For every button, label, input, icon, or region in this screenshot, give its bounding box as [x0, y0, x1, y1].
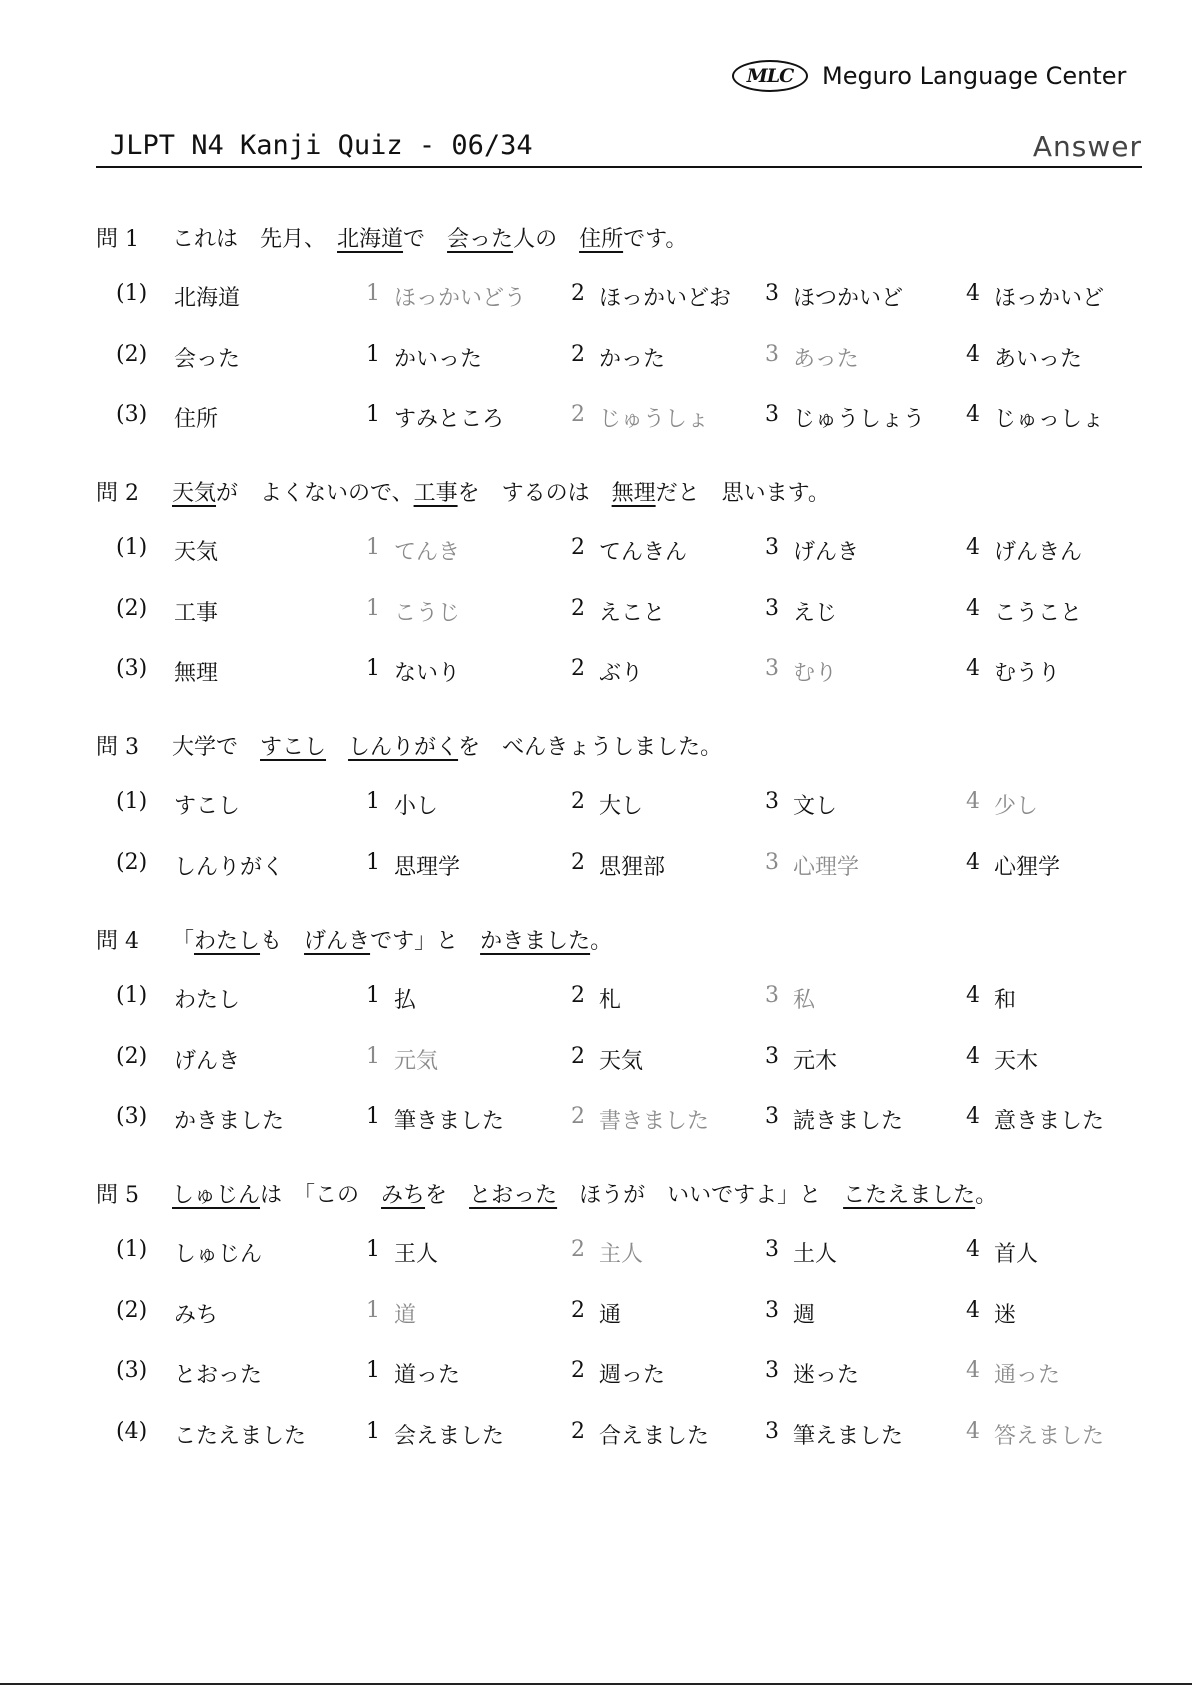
- answer-row: [0, 850, 1192, 882]
- question-sentence: [172, 222, 687, 253]
- underlined-word: かきました: [480, 929, 591, 954]
- option-number: 1: [366, 1358, 380, 1383]
- option: 心狸学: [994, 854, 1061, 880]
- option-number: 1: [366, 1297, 380, 1323]
- option-number: 2: [571, 983, 585, 1008]
- option-number: 3: [765, 281, 779, 306]
- answer-row: [0, 983, 1192, 1015]
- sub-question-prompt: げんき: [174, 1048, 241, 1074]
- option-number: 2: [571, 656, 585, 681]
- sub-question-prompt: こたえました: [174, 1423, 307, 1449]
- correct-option: 書きました: [599, 1109, 710, 1134]
- underlined-word: すこし: [260, 735, 327, 760]
- option-number: 2: [571, 849, 585, 875]
- sub-question-prompt: とおった: [174, 1363, 263, 1388]
- option-number: 3: [765, 535, 779, 560]
- option: 合えました: [599, 1423, 710, 1449]
- correct-option: あった: [793, 346, 859, 372]
- correct-option: 心理学: [793, 854, 860, 880]
- sentence-text: で: [403, 227, 448, 252]
- question-sentence: [172, 924, 612, 955]
- question-sentence: [172, 476, 830, 507]
- option-number: 1: [366, 1418, 380, 1444]
- option: 土人: [793, 1242, 838, 1267]
- option-number: 4: [966, 1418, 980, 1444]
- sub-question-prompt: しんりがく: [174, 854, 285, 880]
- option: 道った: [394, 1363, 461, 1388]
- sentence-text: を べんきょうしました。: [458, 735, 723, 760]
- option: 文し: [793, 794, 838, 819]
- answer-row: [0, 596, 1192, 628]
- option-number: 4: [966, 1237, 980, 1262]
- option: 和: [994, 988, 1017, 1013]
- option: かいった: [394, 346, 483, 372]
- question-sentence: [172, 730, 722, 761]
- option-number: 1: [366, 849, 380, 875]
- option: 読きました: [793, 1109, 904, 1134]
- sub-question-number: (3): [116, 1358, 148, 1383]
- sentence-text: だと 思います。: [655, 481, 830, 506]
- sentence-text: を: [425, 1183, 470, 1208]
- option-number: 4: [966, 983, 980, 1008]
- option-number: 3: [765, 1104, 779, 1129]
- sentence-text: 大学で: [172, 735, 261, 760]
- sentence-text: は 「この: [260, 1183, 382, 1208]
- sub-question-number: (2): [116, 1043, 148, 1069]
- option: ほっかいどお: [599, 286, 732, 311]
- option: ほつかいど: [793, 286, 904, 311]
- option-number: 2: [571, 402, 585, 427]
- option-number: 3: [765, 849, 779, 875]
- option: ほっかいど: [994, 286, 1105, 311]
- sub-question-prompt: しゅじん: [174, 1242, 263, 1267]
- option: 小し: [394, 794, 439, 819]
- underlined-word: こたえました: [843, 1183, 976, 1208]
- option-number: 1: [366, 656, 380, 681]
- option-number: 3: [765, 1043, 779, 1069]
- option: 週った: [599, 1363, 666, 1388]
- answer-row: [0, 1298, 1192, 1330]
- title-bar: [96, 128, 1142, 168]
- correct-option: 少し: [994, 794, 1039, 819]
- sub-question-prompt: わたし: [174, 988, 241, 1013]
- option-number: 2: [571, 1297, 585, 1323]
- option-number: 1: [366, 983, 380, 1008]
- answer-row: [0, 656, 1192, 688]
- answer-label: Answer: [1032, 130, 1142, 163]
- option-number: 1: [366, 595, 380, 621]
- option: 払: [394, 988, 417, 1013]
- option-number: 4: [966, 595, 980, 621]
- option: 迷: [994, 1302, 1017, 1328]
- sub-question-prompt: 工事: [174, 600, 219, 626]
- option-number: 1: [366, 1043, 380, 1069]
- sub-question-number: (1): [116, 281, 148, 306]
- answer-row: [0, 535, 1192, 567]
- option-number: 2: [571, 1358, 585, 1383]
- option: 意きました: [994, 1109, 1105, 1134]
- option: げんきん: [994, 540, 1083, 565]
- underlined-word: 天気: [172, 481, 217, 506]
- option: じゅうしょう: [793, 407, 926, 432]
- underlined-word: 無理: [611, 481, 656, 506]
- option-number: 2: [571, 535, 585, 560]
- sentence-text: 。: [590, 929, 613, 954]
- option-number: 4: [966, 849, 980, 875]
- question-number: 問 1: [96, 227, 139, 252]
- answer-row: [0, 342, 1192, 374]
- option-number: 3: [765, 1358, 779, 1383]
- sentence-text: 。: [975, 1183, 998, 1208]
- answer-row: [0, 1104, 1192, 1136]
- underlined-word: 北海道: [337, 227, 404, 252]
- logo: [732, 60, 1126, 92]
- sentence-text: [326, 735, 348, 760]
- option: えこと: [599, 600, 666, 626]
- sub-question-number: (3): [116, 1104, 148, 1129]
- sub-question-prompt: 会った: [174, 346, 241, 372]
- option-number: 4: [966, 1297, 980, 1323]
- option: えじ: [793, 600, 838, 626]
- sentence-text: も: [260, 929, 305, 954]
- option-number: 3: [765, 595, 779, 621]
- option: 迷った: [793, 1363, 860, 1388]
- question-number: 問 5: [96, 1183, 139, 1208]
- sentence-text: を するのは: [457, 481, 612, 506]
- sentence-text: 人の: [513, 227, 580, 252]
- sentence-text: です」と: [370, 929, 481, 954]
- option: あいった: [994, 346, 1083, 372]
- answer-row: [0, 789, 1192, 821]
- underlined-word: 工事: [413, 481, 458, 506]
- underlined-word: 住所: [579, 227, 624, 252]
- sub-question-number: (1): [116, 1237, 148, 1262]
- sentence-text: ほうが いいですよ」と: [557, 1183, 844, 1208]
- correct-option: 通った: [994, 1363, 1061, 1388]
- sub-question-number: (1): [116, 983, 148, 1008]
- correct-option: てんき: [394, 540, 461, 565]
- option-number: 3: [765, 1237, 779, 1262]
- sub-question-number: (1): [116, 789, 148, 814]
- option-number: 4: [966, 789, 980, 814]
- mlc-logo-mark: MLC: [732, 60, 808, 92]
- correct-option: じゅうしょ: [599, 407, 710, 432]
- option: 通: [599, 1302, 622, 1328]
- option-number: 4: [966, 1358, 980, 1383]
- logo-text: Meguro Language Center: [822, 62, 1127, 90]
- sub-question-prompt: みち: [174, 1302, 219, 1328]
- option: 天気: [599, 1048, 644, 1074]
- answer-row: [0, 1237, 1192, 1269]
- option-number: 2: [571, 1043, 585, 1069]
- option-number: 1: [366, 281, 380, 306]
- option-number: 3: [765, 983, 779, 1008]
- option-number: 2: [571, 789, 585, 814]
- answer-row: [0, 1358, 1192, 1390]
- sub-question-number: (2): [116, 595, 148, 621]
- sub-question-prompt: すこし: [174, 794, 241, 819]
- option-number: 2: [571, 595, 585, 621]
- option-number: 1: [366, 1104, 380, 1129]
- option: ぶり: [599, 661, 644, 686]
- option-number: 4: [966, 402, 980, 427]
- page-title: JLPT N4 Kanji Quiz - 06/34: [110, 130, 533, 161]
- question-number: 問 3: [96, 735, 139, 760]
- sub-question-prompt: 北海道: [174, 286, 241, 311]
- option: かった: [599, 346, 666, 372]
- option: 天木: [994, 1048, 1039, 1074]
- underlined-word: げんき: [304, 929, 371, 954]
- option-number: 1: [366, 1237, 380, 1262]
- option: 首人: [994, 1242, 1039, 1267]
- sub-question-number: (3): [116, 656, 148, 681]
- option-number: 2: [571, 1418, 585, 1444]
- option-number: 3: [765, 1297, 779, 1323]
- sub-question-prompt: 住所: [174, 407, 219, 432]
- option: むうり: [994, 661, 1061, 686]
- underlined-word: みち: [381, 1183, 426, 1208]
- option-number: 4: [966, 1104, 980, 1129]
- correct-option: 私: [793, 988, 816, 1013]
- option: 思理学: [394, 854, 461, 880]
- option-number: 1: [366, 402, 380, 427]
- underlined-word: しんりがく: [348, 735, 459, 760]
- sentence-text: これは 先月、: [172, 227, 338, 252]
- correct-option: 主人: [599, 1242, 644, 1267]
- option-number: 2: [571, 341, 585, 367]
- option: 元木: [793, 1048, 838, 1074]
- option-number: 1: [366, 341, 380, 367]
- underlined-word: わたし: [194, 929, 261, 954]
- option-number: 4: [966, 281, 980, 306]
- correct-option: 元気: [394, 1048, 439, 1074]
- underlined-word: とおった: [469, 1183, 558, 1208]
- question-sentence: [172, 1178, 997, 1209]
- question-number: 問 4: [96, 929, 139, 954]
- option-number: 4: [966, 535, 980, 560]
- sub-question-number: (3): [116, 402, 148, 427]
- option: ないり: [394, 661, 461, 686]
- option-number: 3: [765, 341, 779, 367]
- option-number: 4: [966, 1043, 980, 1069]
- option: こうこと: [994, 600, 1083, 626]
- answer-row: [0, 1419, 1192, 1451]
- option-number: 2: [571, 1104, 585, 1129]
- option-number: 2: [571, 1237, 585, 1262]
- correct-option: 道: [394, 1302, 417, 1328]
- option: 札: [599, 988, 622, 1013]
- sub-question-number: (4): [116, 1418, 148, 1444]
- option: 筆きました: [394, 1109, 505, 1134]
- sub-question-number: (2): [116, 849, 148, 875]
- option-number: 1: [366, 535, 380, 560]
- option-number: 1: [366, 789, 380, 814]
- question-number: 問 2: [96, 481, 139, 506]
- option-number: 3: [765, 402, 779, 427]
- sentence-text: が よくないので、: [216, 481, 414, 506]
- sentence-text: です。: [623, 227, 688, 252]
- option: 王人: [394, 1242, 439, 1267]
- sub-question-number: (2): [116, 341, 148, 367]
- option-number: 2: [571, 281, 585, 306]
- option: 会えました: [394, 1423, 505, 1449]
- answer-row: [0, 1044, 1192, 1076]
- option-number: 4: [966, 656, 980, 681]
- underlined-word: しゅじん: [172, 1183, 261, 1208]
- option: てんきん: [599, 540, 688, 565]
- option: 思狸部: [599, 854, 666, 880]
- correct-option: ほっかいどう: [394, 286, 527, 311]
- option-number: 3: [765, 656, 779, 681]
- answer-row: [0, 402, 1192, 434]
- sentence-text: 「: [172, 929, 195, 954]
- option: 筆えました: [793, 1423, 904, 1449]
- correct-option: 答えました: [994, 1423, 1105, 1449]
- option: げんき: [793, 540, 860, 565]
- answer-row: [0, 281, 1192, 313]
- sub-question-number: (1): [116, 535, 148, 560]
- option: すみところ: [394, 407, 505, 432]
- correct-option: こうじ: [394, 600, 461, 626]
- option-number: 3: [765, 789, 779, 814]
- option: 大し: [599, 794, 644, 819]
- underlined-word: 会った: [447, 227, 514, 252]
- sub-question-prompt: 無理: [174, 661, 219, 686]
- option-number: 4: [966, 341, 980, 367]
- sub-question-number: (2): [116, 1297, 148, 1323]
- correct-option: むり: [793, 661, 838, 686]
- option: じゅっしょ: [994, 407, 1105, 432]
- sub-question-prompt: かきました: [174, 1109, 285, 1134]
- option: 週: [793, 1302, 816, 1328]
- option-number: 3: [765, 1418, 779, 1444]
- sub-question-prompt: 天気: [174, 540, 219, 565]
